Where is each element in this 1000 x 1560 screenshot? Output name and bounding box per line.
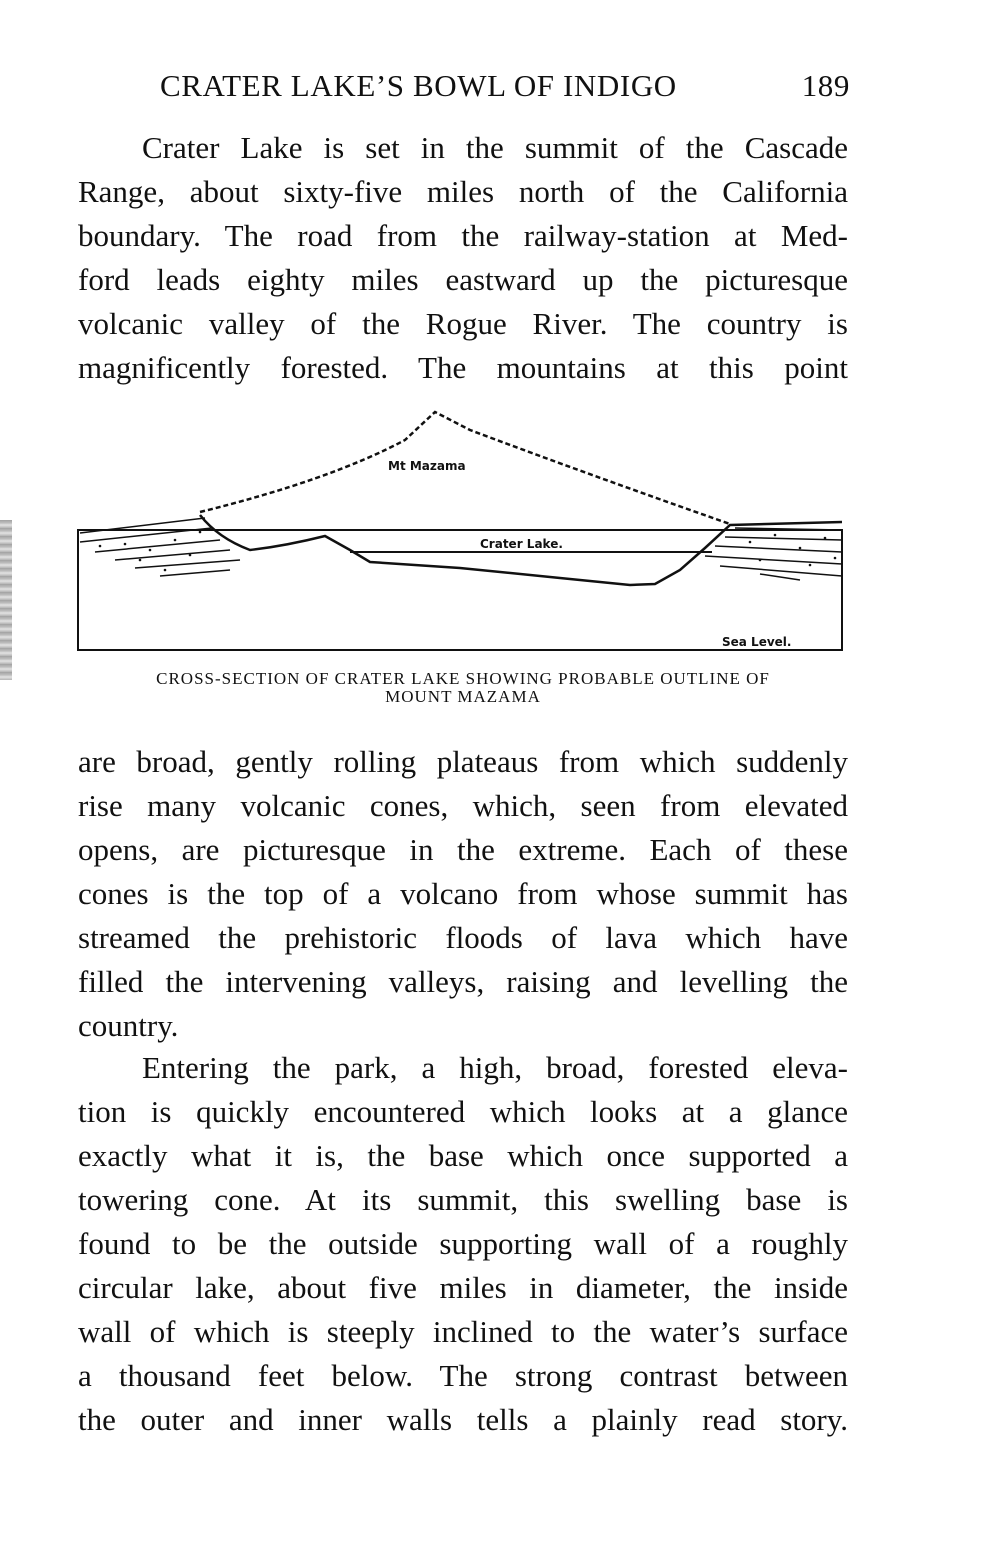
- caption-line-2: MOUNT MAZAMA: [385, 687, 541, 706]
- text-line: are broad, gently rolling plateaus from which suddenly: [78, 744, 848, 779]
- text-line: towering cone. At its summit, this swelling base is: [78, 1182, 848, 1217]
- text-line: Range, about sixty-five miles north of the California: [78, 174, 848, 209]
- paragraph-3: [78, 1046, 848, 1442]
- text-line: country.: [78, 1008, 179, 1043]
- left-strata-dots: [99, 531, 202, 572]
- text-line: found to be the outside supporting wall of a roughly: [78, 1226, 848, 1261]
- label-sea-level: Sea Level.: [722, 635, 792, 649]
- label-crater-lake: Crater Lake.: [480, 537, 563, 551]
- text-line: circular lake, about five miles in diameter, the inside: [78, 1270, 848, 1305]
- text-line: opens, are picturesque in the extreme. Each of these: [78, 832, 848, 867]
- left-strata: [80, 518, 240, 576]
- text-line: volcanic valley of the Rogue River. The country is: [78, 306, 848, 341]
- right-strata: [705, 528, 842, 580]
- text-line: exactly what it is, the base which once supported a: [78, 1138, 848, 1173]
- paragraph-1: [78, 126, 848, 390]
- figure-caption: [78, 670, 848, 706]
- caption-line-1: CROSS-SECTION OF CRATER LAKE SHOWING PROBABLE OUTLINE OF: [156, 669, 770, 688]
- diagram-frame: [78, 530, 842, 650]
- text-line: wall of which is steeply inclined to the water’s surface: [78, 1314, 848, 1349]
- text-line: rise many volcanic cones, which, seen from elevated: [78, 788, 848, 823]
- text-line: streamed the prehistoric floods of lava which have: [78, 920, 848, 955]
- text-line: cones is the top of a volcano from whose summit has: [78, 876, 848, 911]
- text-line: a thousand feet below. The strong contrast between: [78, 1358, 848, 1393]
- text-line: the outer and inner walls tells a plainly read story.: [78, 1402, 848, 1437]
- text-line: boundary. The road from the railway-station at Med-: [78, 218, 848, 253]
- text-line: Crater Lake is set in the summit of the Cascade: [142, 130, 848, 165]
- text-line: tion is quickly encountered which looks at a glance: [78, 1094, 848, 1129]
- text-line: ford leads eighty miles eastward up the picturesque: [78, 262, 848, 297]
- page-number: 189: [801, 68, 850, 103]
- text-line: filled the intervening valleys, raising and levelling the: [78, 964, 848, 999]
- text-line: magnificently forested. The mountains at this point: [78, 350, 848, 385]
- paragraph-2: [78, 740, 848, 1048]
- running-head-title: CRATER LAKE’S BOWL OF INDIGO: [160, 68, 677, 103]
- label-mt-mazama: Mt Mazama: [388, 459, 466, 473]
- text-line: Entering the park, a high, broad, forested eleva-: [142, 1050, 848, 1085]
- running-head: [160, 68, 850, 108]
